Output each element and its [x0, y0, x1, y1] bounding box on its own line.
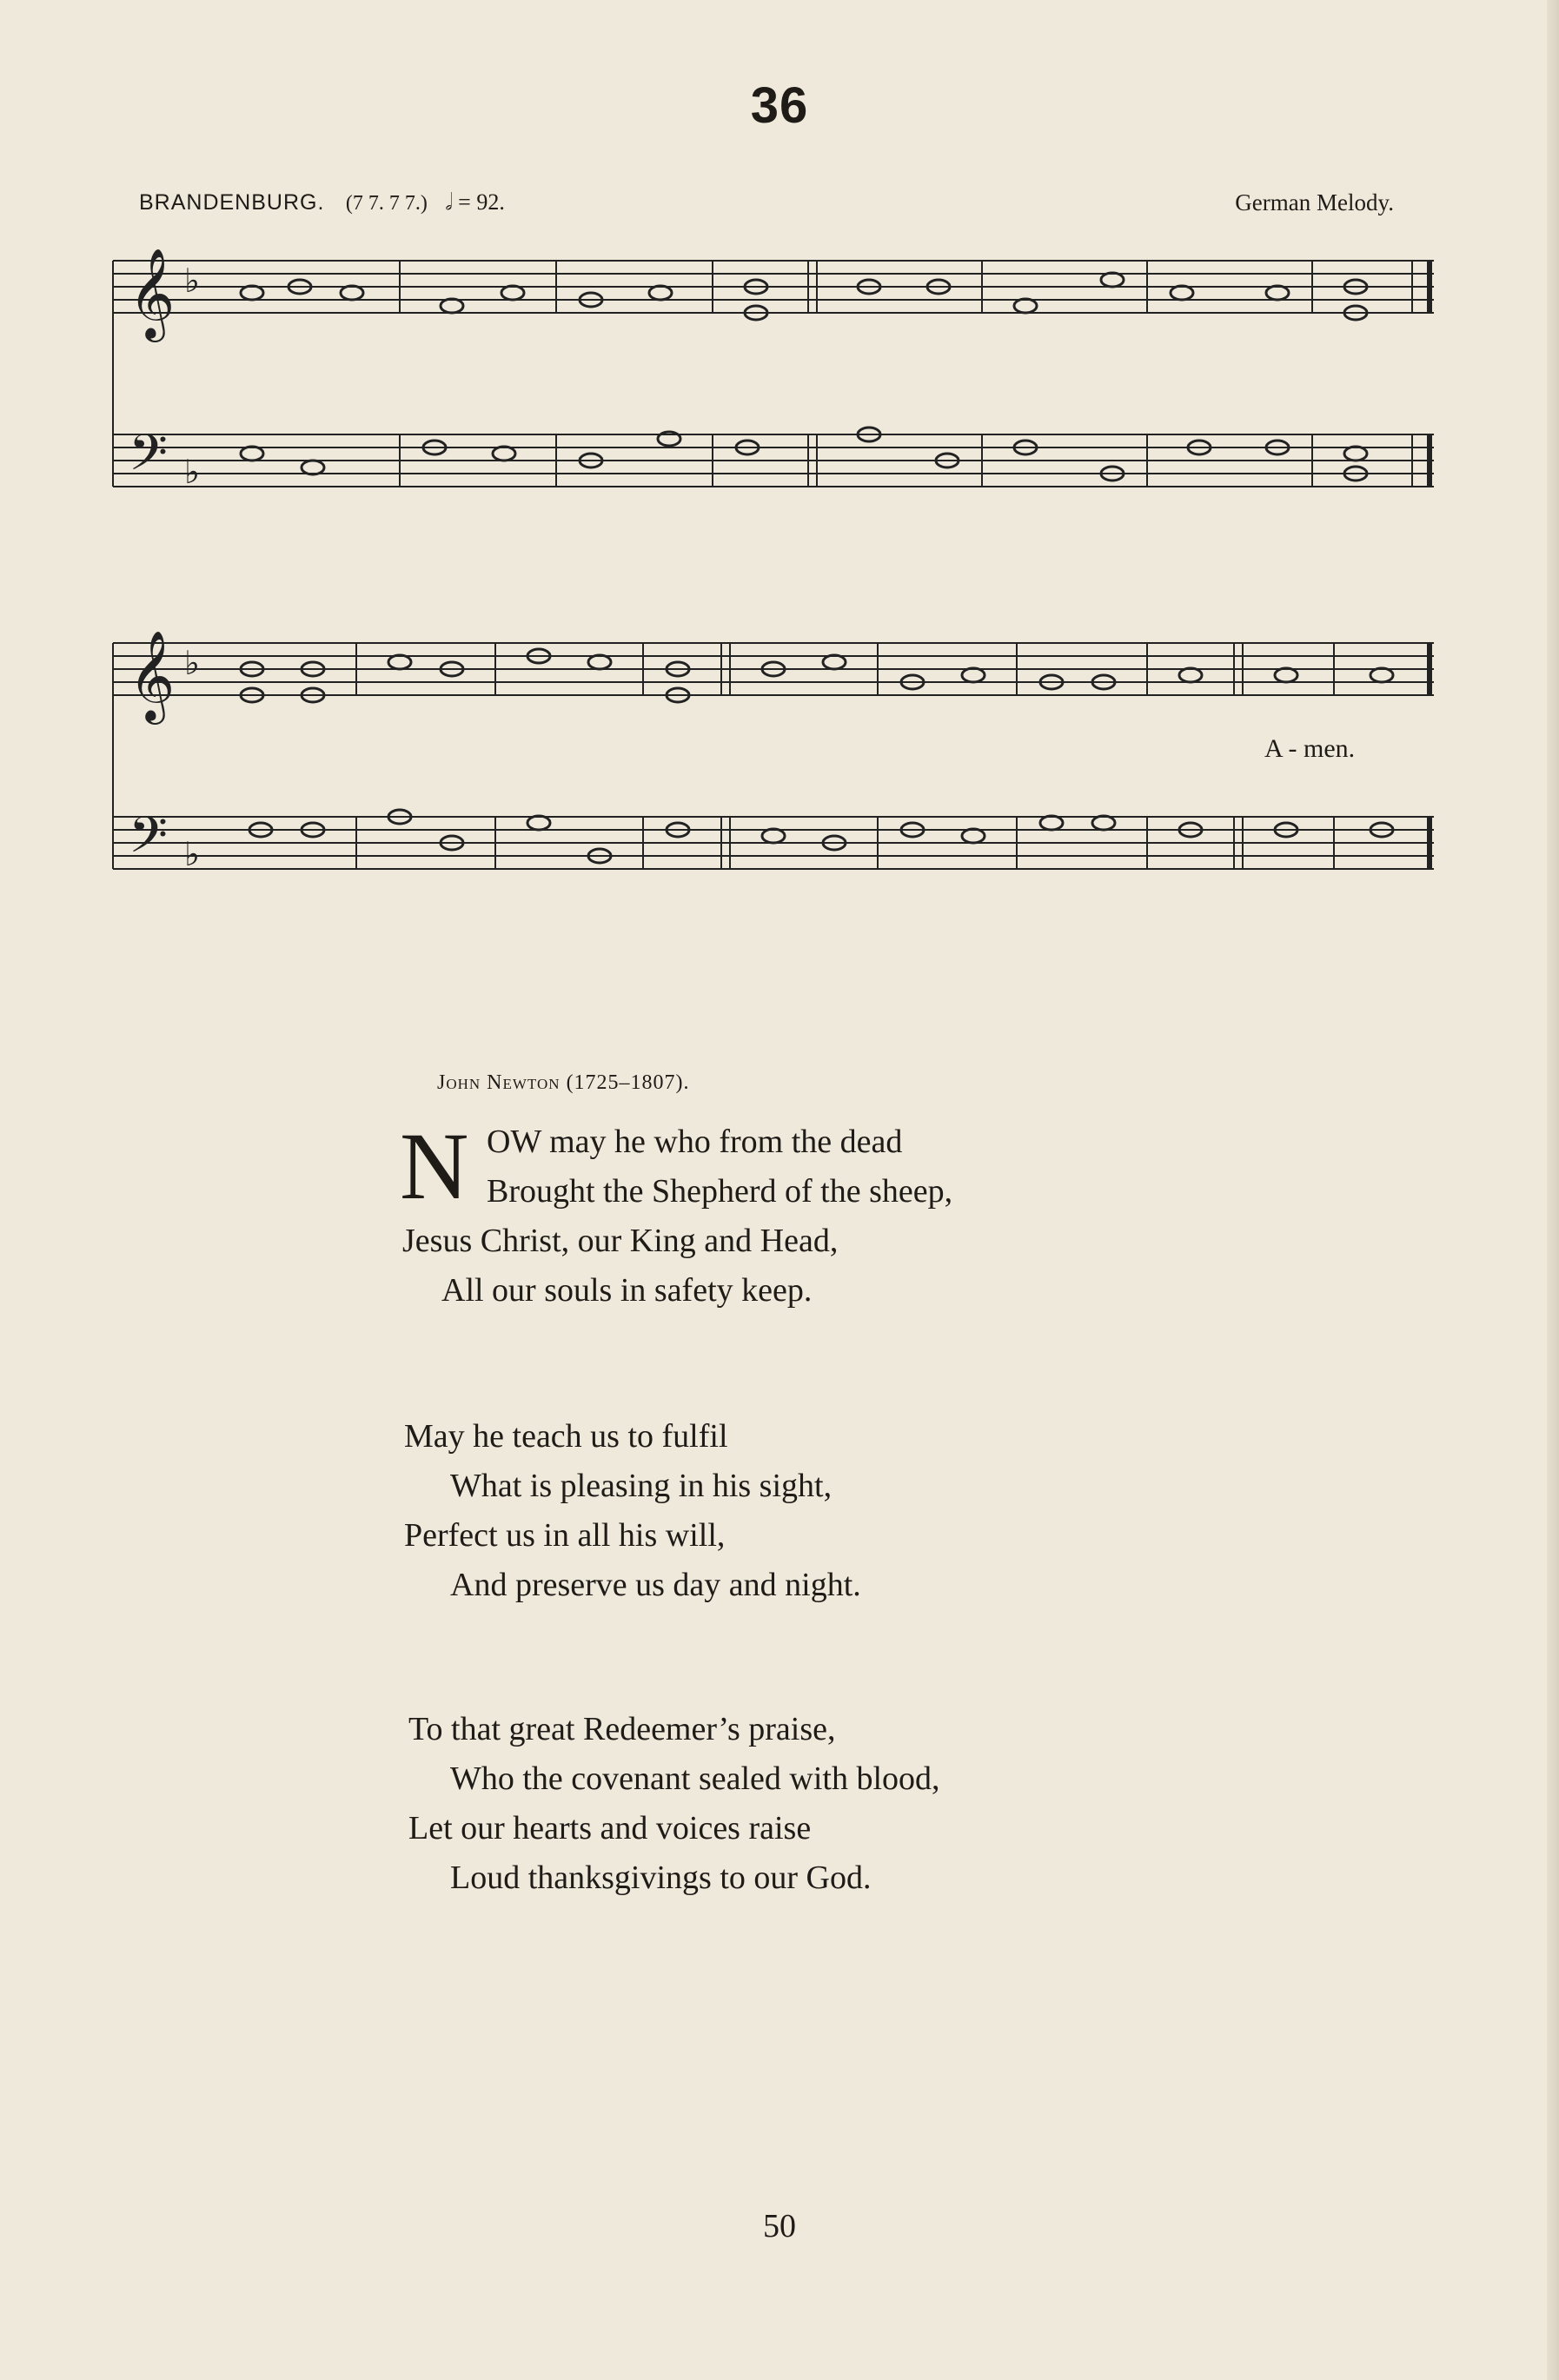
verse-line: What is pleasing in his sight, [450, 1468, 833, 1504]
tune-meter: (7 7. 7 7.) [345, 192, 428, 215]
verse-line: Loud thanksgivings to our God. [450, 1860, 872, 1896]
verse-line: Jesus Christ, our King and Head, [402, 1223, 839, 1259]
verse-line: Let our hearts and voices raise [408, 1810, 812, 1846]
drop-cap: N [400, 1113, 469, 1219]
staff-system-2 [104, 608, 1460, 921]
music-system-2 [104, 608, 1460, 921]
svg-text:𝄞: 𝄞 [129, 248, 176, 339]
verse-line: Perfect us in all his will, [404, 1517, 726, 1554]
page-folio: 50 [763, 2208, 796, 2244]
tune-name: BRANDENBURG. [139, 190, 325, 215]
music-system-1 [104, 226, 1460, 539]
svg-text:𝄢: 𝄢 [129, 423, 169, 494]
hymn-number: 36 [750, 77, 809, 134]
amen-text: A - men. [1264, 734, 1356, 763]
svg-text:♭: ♭ [184, 835, 200, 873]
svg-text:𝄢: 𝄢 [129, 805, 169, 877]
tempo-marking: 𝅗𝅥 = 92. [445, 189, 505, 215]
svg-text:♭: ♭ [184, 644, 200, 682]
verse-line: Brought the Shepherd of the sheep, [487, 1173, 953, 1210]
verse-line: To that great Redeemer’s praise, [408, 1711, 836, 1747]
verse-line: Who the covenant sealed with blood, [450, 1760, 940, 1797]
page-edge [1547, 0, 1559, 2380]
verse-line: OW may he who from the dead [487, 1124, 903, 1160]
verse-line: All our souls in safety keep. [441, 1272, 813, 1309]
svg-text:♭: ♭ [184, 262, 200, 300]
hymn-author: John Newton (1725–1807). [437, 1071, 690, 1094]
verse-line: May he teach us to fulfil [404, 1418, 728, 1455]
svg-text:𝄞: 𝄞 [129, 630, 176, 721]
verse-line: And preserve us day and night. [450, 1567, 861, 1603]
tune-header [139, 189, 505, 216]
melody-source: German Melody. [1235, 189, 1394, 215]
staff-system-1 [104, 226, 1460, 539]
svg-text:♭: ♭ [184, 453, 200, 491]
